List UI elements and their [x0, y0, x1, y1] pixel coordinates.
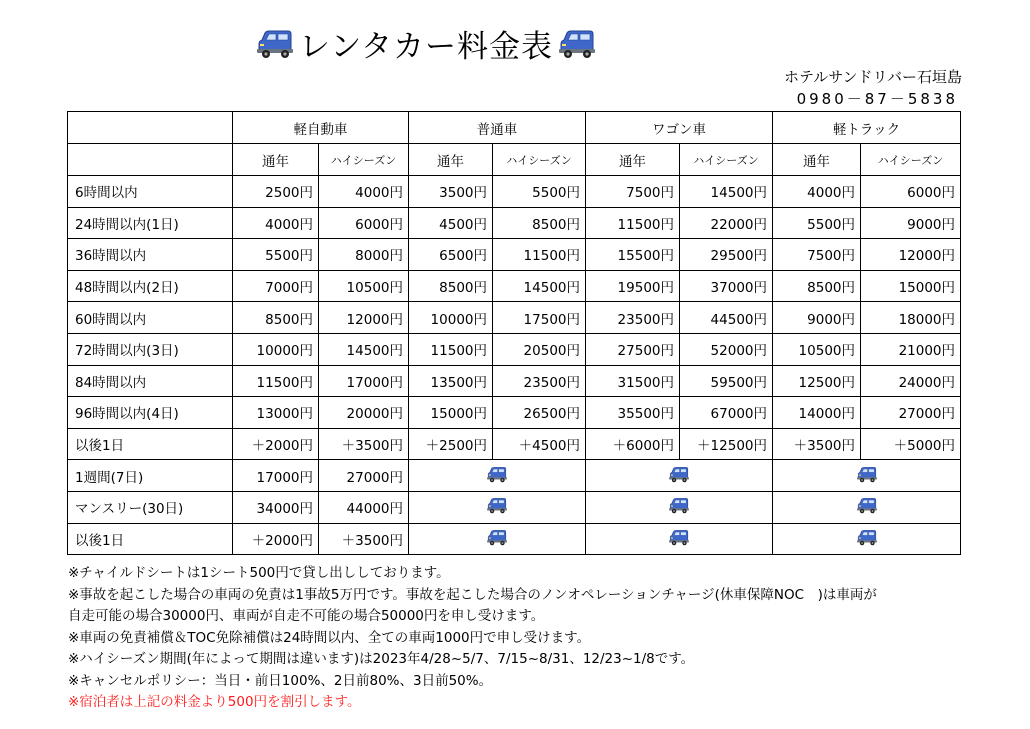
unavailable-cell	[773, 491, 961, 523]
price-cell: 15000円	[409, 397, 493, 429]
price-cell: 26500円	[493, 397, 586, 429]
price-cell: 27000円	[319, 460, 409, 492]
price-cell: 9000円	[861, 207, 961, 239]
unavailable-cell	[409, 491, 586, 523]
row-label: 以後1日	[68, 428, 233, 460]
price-cell: 44000円	[319, 491, 409, 523]
season-high: ハイシーズン	[493, 144, 586, 176]
unavailable-cell	[409, 523, 586, 555]
price-cell: 19500円	[586, 270, 680, 302]
note-line: ※チャイルドシートは1シート500円で貸し出ししております。	[68, 565, 450, 581]
price-cell: 29500円	[680, 239, 773, 271]
unavailable-cell	[586, 523, 773, 555]
row-label: 60時間以内	[68, 302, 233, 334]
price-cell: 15000円	[861, 270, 961, 302]
corner-cell	[68, 144, 233, 176]
note-line: 自走可能の場合30000円、車両が自走不可能の場合50000円を申し受けます。	[68, 608, 545, 624]
price-cell: 17000円	[319, 365, 409, 397]
price-cell: 4500円	[409, 207, 493, 239]
season-high: ハイシーズン	[319, 144, 409, 176]
hotel-name: ホテルサンドリバー石垣島	[783, 68, 962, 86]
price-cell: 2500円	[233, 176, 319, 208]
price-cell: 10000円	[409, 302, 493, 334]
unavailable-cell	[773, 523, 961, 555]
note-line: ※事故を起こした場合の車両の免責は1事故5万円です。事故を起こした場合のノンオペレーションチャージ(休車保障NOC )は車両が	[68, 586, 877, 603]
table-row	[68, 207, 961, 239]
price-cell: 13500円	[409, 365, 493, 397]
category-wagon: ワゴン車	[586, 112, 773, 144]
price-cell: 8500円	[493, 207, 586, 239]
price-cell: 67000円	[680, 397, 773, 429]
note-line: ※キャンセルポリシー：当日・前日100%、2日前80%、3日前50%。	[68, 672, 493, 689]
season-header-row	[68, 144, 961, 176]
season-high: ハイシーズン	[680, 144, 773, 176]
car-icon	[255, 27, 295, 59]
price-cell: 6000円	[319, 207, 409, 239]
table-row	[68, 365, 961, 397]
row-label: 24時間以内(1日)	[68, 207, 233, 239]
price-cell: 7000円	[233, 270, 319, 302]
price-cell: 9000円	[773, 302, 861, 334]
price-cell: 14500円	[493, 270, 586, 302]
price-cell: 13000円	[233, 397, 319, 429]
price-cell: 24000円	[861, 365, 961, 397]
row-label: 6時間以内	[68, 176, 233, 208]
car-icon	[486, 465, 508, 483]
price-cell: 4000円	[233, 207, 319, 239]
price-cell: 14500円	[680, 176, 773, 208]
row-label: 以後1日	[68, 523, 233, 555]
page-title	[255, 18, 597, 68]
price-cell: 8500円	[409, 270, 493, 302]
price-cell: ＋3500円	[319, 523, 409, 555]
price-cell: 4000円	[319, 176, 409, 208]
table-row	[68, 397, 961, 429]
price-cell: 59500円	[680, 365, 773, 397]
price-cell: 3500円	[409, 176, 493, 208]
price-cell: 23500円	[493, 365, 586, 397]
category-header-row	[68, 112, 961, 144]
price-cell: 12500円	[773, 365, 861, 397]
car-icon	[486, 496, 508, 514]
price-cell: 14500円	[319, 333, 409, 365]
price-cell: 11500円	[586, 207, 680, 239]
row-label: 96時間以内(4日)	[68, 397, 233, 429]
category-futsu: 普通車	[409, 112, 586, 144]
price-cell: 11500円	[233, 365, 319, 397]
price-cell: ＋4500円	[493, 428, 586, 460]
season-normal: 通年	[773, 144, 861, 176]
table-row	[68, 176, 961, 208]
price-cell: 8000円	[319, 239, 409, 271]
price-cell: 35500円	[586, 397, 680, 429]
season-normal: 通年	[586, 144, 680, 176]
row-label: 48時間以内(2日)	[68, 270, 233, 302]
price-cell: 6000円	[861, 176, 961, 208]
corner-cell	[68, 112, 233, 144]
car-icon	[856, 496, 878, 514]
category-kei: 軽自動車	[233, 112, 409, 144]
price-cell: 11500円	[493, 239, 586, 271]
price-cell: ＋3500円	[319, 428, 409, 460]
table-row	[68, 302, 961, 334]
price-cell: 5500円	[493, 176, 586, 208]
season-normal: 通年	[409, 144, 493, 176]
unavailable-cell	[773, 460, 961, 492]
table-row	[68, 239, 961, 271]
car-icon	[486, 528, 508, 546]
price-cell: ＋2000円	[233, 428, 319, 460]
title-text: レンタカー料金表	[299, 28, 553, 65]
price-cell: 52000円	[680, 333, 773, 365]
price-cell: 5500円	[233, 239, 319, 271]
price-cell: 7500円	[773, 239, 861, 271]
car-icon	[668, 465, 690, 483]
price-cell: ＋2500円	[409, 428, 493, 460]
phone-number: 0980－87－5838	[796, 90, 958, 108]
season-normal: 通年	[233, 144, 319, 176]
note-line: ※ハイシーズン期間(年によって期間は違います)は2023年4/28~5/7、7/15~8/31、12/23~1/8です。	[68, 651, 695, 667]
row-label: マンスリー(30日)	[68, 491, 233, 523]
price-cell: 23500円	[586, 302, 680, 334]
price-cell: ＋2000円	[233, 523, 319, 555]
price-cell: 17500円	[493, 302, 586, 334]
price-cell: 10500円	[773, 333, 861, 365]
price-cell: 8500円	[233, 302, 319, 334]
note-line: ※車両の免責補償＆TOC免除補償は24時間以内、全ての車両1000円で申し受けます。	[68, 629, 591, 646]
price-cell: 18000円	[861, 302, 961, 334]
rate-table	[67, 111, 961, 555]
price-cell: 12000円	[319, 302, 409, 334]
price-cell: 27500円	[586, 333, 680, 365]
price-cell: 11500円	[409, 333, 493, 365]
price-cell: ＋3500円	[773, 428, 861, 460]
table-row	[68, 270, 961, 302]
price-cell: ＋12500円	[680, 428, 773, 460]
price-cell: ＋5000円	[861, 428, 961, 460]
price-cell: 34000円	[233, 491, 319, 523]
price-cell: 15500円	[586, 239, 680, 271]
row-label: 72時間以内(3日)	[68, 333, 233, 365]
row-label: 36時間以内	[68, 239, 233, 271]
table-row	[68, 491, 961, 523]
table-row	[68, 523, 961, 555]
price-cell: 22000円	[680, 207, 773, 239]
price-cell: 14000円	[773, 397, 861, 429]
discount-note: ※宿泊者は上記の料金より500円を割引します。	[68, 694, 361, 710]
table-row	[68, 460, 961, 492]
car-icon	[557, 27, 597, 59]
price-cell: 21000円	[861, 333, 961, 365]
category-kei-truck: 軽トラック	[773, 112, 961, 144]
table-row	[68, 333, 961, 365]
price-cell: 6500円	[409, 239, 493, 271]
table-row	[68, 428, 961, 460]
unavailable-cell	[586, 460, 773, 492]
price-cell: 12000円	[861, 239, 961, 271]
price-cell: 4000円	[773, 176, 861, 208]
price-cell: 20500円	[493, 333, 586, 365]
price-cell: ＋6000円	[586, 428, 680, 460]
price-cell: 10000円	[233, 333, 319, 365]
price-cell: 37000円	[680, 270, 773, 302]
car-icon	[856, 528, 878, 546]
price-cell: 20000円	[319, 397, 409, 429]
price-cell: 31500円	[586, 365, 680, 397]
price-cell: 8500円	[773, 270, 861, 302]
row-label: 1週間(7日)	[68, 460, 233, 492]
car-icon	[856, 465, 878, 483]
notes-section	[68, 563, 968, 714]
price-cell: 5500円	[773, 207, 861, 239]
price-cell: 7500円	[586, 176, 680, 208]
unavailable-cell	[586, 491, 773, 523]
car-icon	[668, 528, 690, 546]
car-icon	[668, 496, 690, 514]
price-cell: 44500円	[680, 302, 773, 334]
price-cell: 17000円	[233, 460, 319, 492]
season-high: ハイシーズン	[861, 144, 961, 176]
unavailable-cell	[409, 460, 586, 492]
row-label: 84時間以内	[68, 365, 233, 397]
price-cell: 27000円	[861, 397, 961, 429]
price-cell: 10500円	[319, 270, 409, 302]
